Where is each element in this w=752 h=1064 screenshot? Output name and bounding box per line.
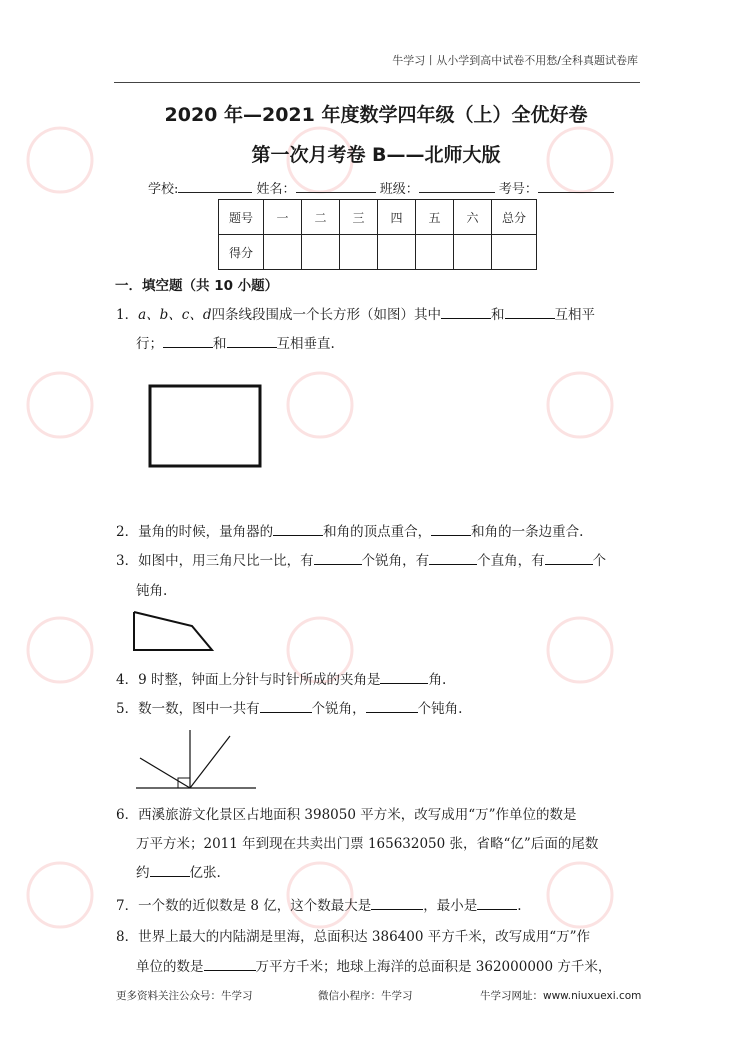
- watermark-logo-icon: [548, 618, 612, 682]
- question-text: 数一数，图中一共有: [138, 701, 260, 717]
- question-text: 互相垂直.: [276, 336, 335, 352]
- left-ray: [140, 758, 190, 788]
- exam-no-blank[interactable]: [538, 178, 614, 193]
- question-text: 个直角，有: [477, 553, 545, 569]
- angles-figure: [130, 726, 260, 792]
- question-number: 8．: [116, 929, 139, 945]
- score-row-label: 得分: [219, 235, 264, 270]
- exam-no-label: 考号：: [498, 182, 538, 197]
- class-blank[interactable]: [419, 178, 495, 193]
- answer-blank[interactable]: [477, 896, 517, 910]
- rectangle-shape: [150, 386, 260, 466]
- score-table-header-row: [219, 200, 537, 235]
- answer-blank[interactable]: [429, 551, 477, 565]
- question-text: 亿张.: [189, 865, 221, 881]
- question-8: [116, 925, 590, 945]
- question-3: [116, 549, 606, 569]
- name-label: 姓名：: [256, 182, 296, 197]
- footer-wechat-account: 更多资料关注公众号：牛学习: [116, 990, 253, 1002]
- question-number: 2．: [116, 524, 139, 540]
- question-text: 行；: [136, 336, 163, 352]
- question-text: 个钝角.: [417, 701, 463, 717]
- watermark-logo-icon: [288, 373, 352, 437]
- student-info-line: [148, 178, 614, 197]
- score-header-cell: 总分: [492, 200, 537, 235]
- question-text: 约: [136, 865, 150, 881]
- name-blank[interactable]: [296, 178, 376, 193]
- question-text: 四条线段围成一个长方形（如图）其中: [211, 307, 441, 323]
- question-4: [116, 668, 446, 688]
- section-1-heading: 一．填空题（共 10 小题）: [115, 278, 279, 294]
- question-text: 如图中，用三角尺比一比，有: [138, 553, 314, 569]
- question-6-line-3: [136, 861, 221, 881]
- score-input-cell[interactable]: [492, 235, 537, 270]
- question-7: [116, 894, 522, 914]
- question-2: [116, 520, 583, 540]
- answer-blank[interactable]: [163, 334, 213, 348]
- score-table-score-row: [219, 235, 537, 270]
- watermark-logo-icon: [28, 863, 92, 927]
- answer-blank[interactable]: [366, 699, 418, 713]
- rectangle-figure: [130, 364, 280, 509]
- answer-blank[interactable]: [204, 957, 256, 971]
- question-5: [116, 697, 462, 717]
- right-ray: [190, 736, 230, 788]
- page-subtitle: 第一次月考卷 B——北师大版: [251, 144, 501, 166]
- question-number: 3．: [116, 553, 139, 569]
- question-text: 个锐角，: [311, 701, 366, 717]
- question-text: 世界上最大的内陆湖是里海，总面积达 386400 平方千米，改写成用“万”作: [138, 929, 591, 945]
- question-text: 量角的时候，量角器的: [138, 524, 274, 540]
- question-text: 互相平: [554, 307, 595, 323]
- footer-website[interactable]: 牛学习网址：www.niuxuexi.com: [480, 990, 642, 1002]
- school-blank[interactable]: [178, 178, 252, 193]
- watermark-logo-icon: [28, 373, 92, 437]
- question-number: 5．: [116, 701, 139, 717]
- answer-blank[interactable]: [273, 522, 323, 536]
- page-title: 2020 年—2021 年度数学四年级（上）全优好卷: [164, 104, 588, 126]
- question-text: 西溪旅游文化景区占地面积 398050 平方米，改写成用“万”作单位的数是: [138, 807, 577, 823]
- question-number: 6．: [116, 807, 139, 823]
- answer-blank[interactable]: [380, 670, 428, 684]
- question-1-line-2: [136, 332, 335, 352]
- score-table: [218, 199, 537, 270]
- question-text: 和: [213, 336, 227, 352]
- score-header-cell: 题号: [219, 200, 264, 235]
- question-8-line-2: [136, 955, 611, 975]
- score-input-cell[interactable]: [454, 235, 492, 270]
- score-input-cell[interactable]: [416, 235, 454, 270]
- answer-blank[interactable]: [371, 896, 423, 910]
- answer-blank[interactable]: [314, 551, 362, 565]
- question-number: 7．: [116, 898, 139, 914]
- score-input-cell[interactable]: [302, 235, 340, 270]
- question-1: [116, 303, 595, 323]
- answer-blank[interactable]: [227, 334, 277, 348]
- quadrilateral-figure: [130, 608, 220, 654]
- answer-blank[interactable]: [505, 305, 555, 319]
- question-text: 一个数的近似数是 8 亿，这个数最大是: [138, 898, 372, 914]
- question-text: ，最小是: [423, 898, 478, 914]
- question-text: 万平方千米；地球上海洋的总面积是 362000000 方千米，: [255, 959, 612, 975]
- header-divider: [114, 82, 640, 83]
- answer-blank[interactable]: [441, 305, 491, 319]
- score-header-cell: 六: [454, 200, 492, 235]
- quadrilateral-shape: [134, 612, 212, 650]
- question-text: 9 时整，钟面上分针与时针所成的夹角是: [138, 672, 381, 688]
- score-header-cell: 四: [378, 200, 416, 235]
- answer-blank[interactable]: [150, 863, 190, 877]
- question-text: 和: [491, 307, 505, 323]
- answer-blank[interactable]: [260, 699, 312, 713]
- answer-blank[interactable]: [431, 522, 471, 536]
- header-tagline: 牛学习丨从小学到高中试卷不用愁/全科真题试卷库: [392, 54, 638, 67]
- question-text: 个锐角，有: [361, 553, 430, 569]
- question-3-line-2: 钝角.: [136, 583, 168, 599]
- score-header-cell: 五: [416, 200, 454, 235]
- school-label: 学校:: [148, 182, 179, 197]
- question-text: 单位的数是: [136, 959, 204, 975]
- class-label: 班级：: [379, 182, 419, 197]
- question-1-vars: a、b、c、d: [138, 307, 212, 323]
- question-text: .: [517, 898, 522, 914]
- score-header-cell: 三: [340, 200, 378, 235]
- score-input-cell[interactable]: [378, 235, 416, 270]
- watermark-logo-icon: [548, 863, 612, 927]
- question-text: 个: [592, 553, 607, 569]
- question-text: 角.: [428, 672, 447, 688]
- score-input-cell[interactable]: [264, 235, 302, 270]
- question-6: [116, 803, 577, 823]
- question-number: 4．: [116, 672, 139, 688]
- question-text: 和角的顶点重合，: [323, 524, 432, 540]
- question-text: 和角的一条边重合.: [471, 524, 584, 540]
- answer-blank[interactable]: [545, 551, 593, 565]
- watermark-logo-icon: [548, 373, 612, 437]
- question-number: 1．: [116, 307, 139, 323]
- question-6-line-2: 万平方米；2011 年到现在共卖出门票 165632050 张，省略“亿”后面的尾数: [136, 836, 599, 852]
- score-input-cell[interactable]: [340, 235, 378, 270]
- score-header-cell: 一: [264, 200, 302, 235]
- footer-mini-program: 微信小程序：牛学习: [318, 990, 413, 1002]
- score-header-cell: 二: [302, 200, 340, 235]
- watermark-logo-icon: [28, 618, 92, 682]
